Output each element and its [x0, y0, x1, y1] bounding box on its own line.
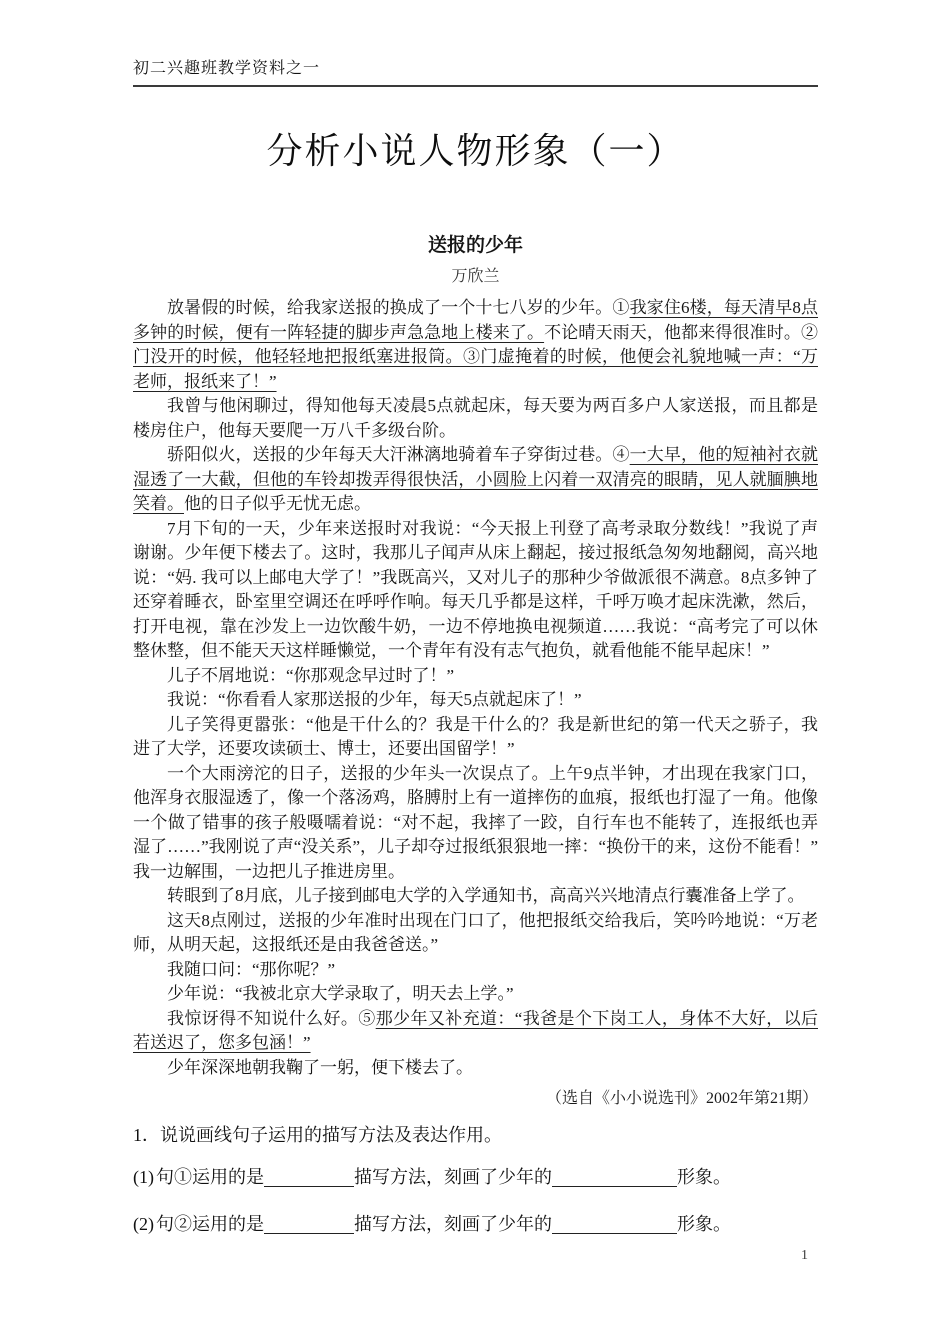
passage-text: 儿子笑得更嚣张：“他是干什么的？我是干什么的？我是新世纪的第一代天之骄子，我进了大学，还要攻读硕士、博士，还要出国留学！”	[133, 714, 818, 758]
story-author: 万欣兰	[451, 268, 500, 285]
fill-question-text: 描写方法，刻画了少年的	[354, 1214, 552, 1234]
passage-text: 他的日子似乎无忧无虑。	[184, 494, 371, 513]
story-paragraph	[133, 296, 818, 394]
story-paragraph	[133, 982, 818, 1007]
page-content	[133, 0, 818, 1257]
fill-question-label: (2)	[133, 1214, 154, 1234]
page-number: 1	[801, 1248, 808, 1263]
passage-text: 这天8点刚过，送报的少年准时出现在门口了，他把报纸交给我后，笑吟吟地说：“万老师，从明天起，这报纸还是由我爸爸送。”	[133, 910, 818, 954]
fill-question-text: 形象。	[677, 1167, 731, 1187]
story-paragraph	[133, 762, 818, 885]
fill-question-label: (1)	[133, 1167, 154, 1187]
passage-text: 我说：“你看看人家那送报的少年，每天5点就起床了！”	[167, 690, 582, 709]
fill-questions	[133, 1163, 818, 1236]
story-paragraph	[133, 394, 818, 443]
answer-blank	[264, 1167, 354, 1187]
page-title: 分析小说人物形象（一）	[266, 131, 685, 171]
fill-question-line	[133, 1210, 818, 1236]
passage-text: 一个大雨滂沱的日子，送报的少年头一次误点了。上午9点半钟，才出现在我家门口，他浑身衣服湿透了，像一个落汤鸡，胳膊肘上有一道摔伤的血痕，报纸也打湿了一角。他像一个做了错事的孩子般嗫嚅着说：“对不起，我摔了一跤，自行车也不能转了，连报纸也弄湿了……”我刚说了声“没关系”，儿子却夺过报纸狠狠地一摔：“换份干的来，这份不能看！”我一边解围，一边把儿子推进房里。	[133, 763, 818, 881]
story-paragraphs	[133, 296, 818, 1080]
passage-text: 我曾与他闲聊过，得知他每天凌晨5点就起床，每天要为两百多户人家送报，而且都是楼房住户，他每天要爬一万八千多级台阶。	[133, 396, 818, 440]
question-1: 1．说说画线句子运用的描写方法及表达作用。	[133, 1125, 502, 1145]
passage-text: 儿子不屑地说：“你那观念早过时了！”	[167, 665, 455, 685]
story-paragraph	[133, 958, 818, 983]
underlined-passage: 门没开的时候，他轻轻地把报纸塞进报筒。③门虚掩着的时候，他便会礼貌地喊一声：“万老师，报纸来了！”	[133, 347, 818, 391]
passage-text: 骄阳似火，送报的少年每天大汗淋漓地骑着车子穿街过巷。④	[167, 445, 630, 464]
answer-blank	[264, 1214, 354, 1234]
passage-text: 少年深深地朝我鞠了一躬，便下楼去了。	[167, 1057, 473, 1077]
passage-text: 我惊讶得不知说什么好。⑤	[167, 1008, 376, 1028]
story-paragraph	[133, 713, 818, 762]
fill-question-text: 形象。	[677, 1214, 731, 1234]
header-label: 初二兴趣班教学资料之一	[133, 60, 321, 77]
story-paragraph	[133, 884, 818, 909]
passage-text: 转眼到了8月底，儿子接到邮电大学的入学通知书，高高兴兴地清点行囊准备上学了。	[167, 886, 805, 905]
story-title: 送报的少年	[427, 235, 523, 256]
header-rule	[133, 85, 818, 87]
source-attribution: （选自《小小说选刊》2002年第21期）	[545, 1090, 818, 1107]
passage-text: 放暑假的时候，给我家送报的换成了一个十七八岁的少年。①	[167, 298, 630, 317]
story-paragraph	[133, 909, 818, 958]
passage-text: 不论晴天雨天，他都来得很准时。②	[544, 322, 819, 342]
story-paragraph	[133, 517, 818, 664]
story-paragraph	[133, 1056, 818, 1081]
passage-text: 7月下旬的一天，少年来送报时对我说：“今天报上刊登了高考录取分数线！”我说了声谢谢。少年便下楼去了。这时，我那儿子闻声从床上翻起，接过报纸急匆匆地翻阅，高兴地说：“妈. 我可以上邮电大学了！”我既高兴，又对儿子的那种少爷做派很不满意。8点多钟了还穿着睡衣，卧室里空调还在呼呼作响。每天几乎都是这样，千呼万唤才起床洗漱，然后，打开电视，靠在沙发上一边饮酸牛奶，一边不停地换电视频道……我说：“高考完了可以休整休整，但不能天天这样睡懒觉，一个青年有没有志气抱负，就看他能不能早起床！”	[133, 518, 818, 660]
passage-text: 我随口问：“那你呢？”	[167, 959, 336, 979]
answer-blank	[552, 1214, 677, 1234]
answer-blank	[552, 1167, 677, 1187]
story-paragraph	[133, 443, 818, 517]
story-paragraph	[133, 688, 818, 713]
document-header	[133, 0, 818, 78]
passage-text: 少年说：“我被北京大学录取了，明天去上学。”	[167, 984, 514, 1003]
underlined-passage: 那少年又补充道：“我爸是个下岗工人，身体不大好，以后若送迟了，您多包涵！”	[133, 1008, 818, 1052]
fill-question-text: 句②运用的是	[156, 1214, 264, 1234]
fill-question-text: 句①运用的是	[156, 1167, 264, 1187]
fill-question-line	[133, 1163, 818, 1189]
story-paragraph	[133, 664, 818, 689]
fill-question-text: 描写方法，刻画了少年的	[354, 1167, 552, 1187]
story-paragraph	[133, 1007, 818, 1056]
underlined-passage: 一大早，他的短袖衬衣就湿透了一大截，但他的车铃却拨弄得很快活，小圆脸上闪着一双清亮的眼睛，见人就腼腆地笑着。	[133, 445, 819, 513]
underlined-passage: 我家住6楼，每天清早8点多钟的时候，便有一阵轻捷的脚步声急急地上楼来了。	[133, 298, 819, 342]
